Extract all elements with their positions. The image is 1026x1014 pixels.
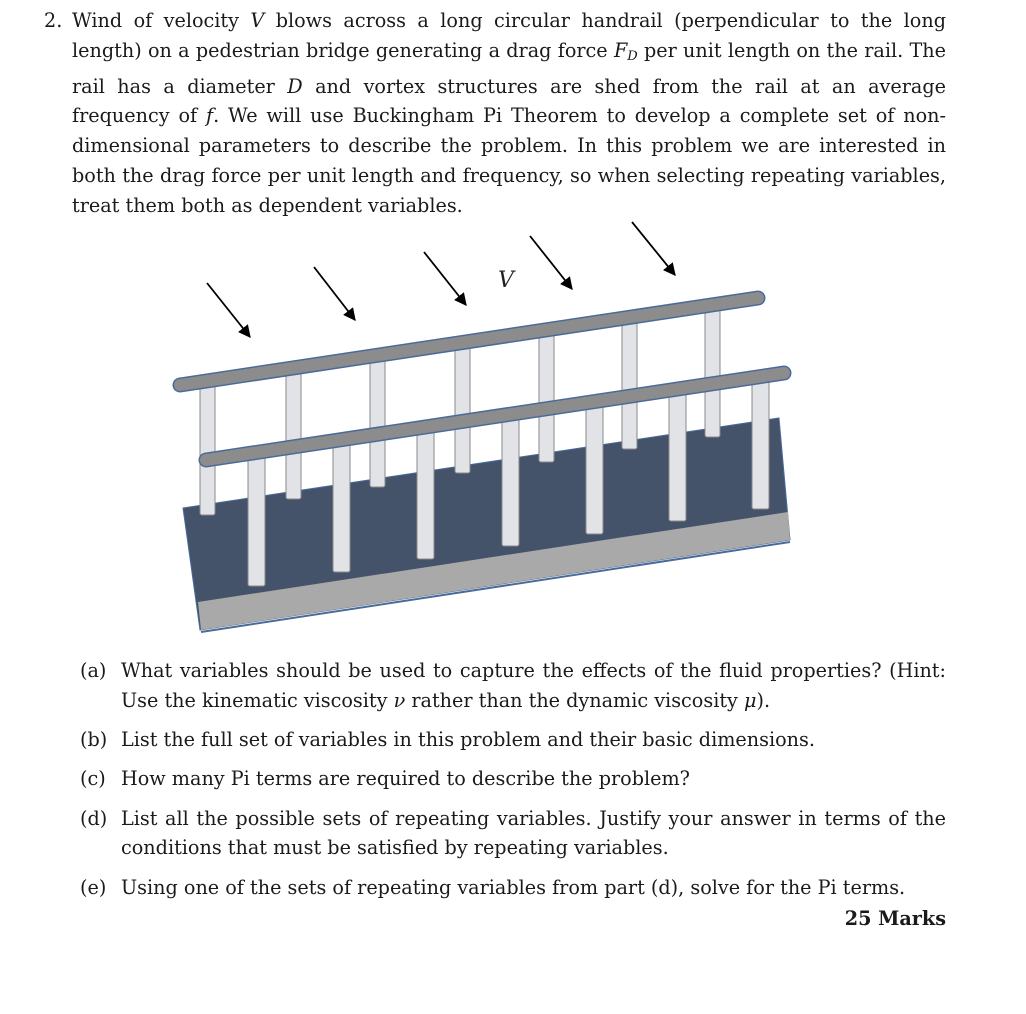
- question-part-e: [80, 873, 946, 903]
- part-label: (b): [80, 728, 108, 752]
- back-post: [455, 343, 470, 473]
- back-post: [286, 368, 301, 499]
- question-parts: [80, 656, 946, 912]
- front-post: [586, 403, 603, 534]
- wind-arrow: [207, 283, 250, 337]
- problem-statement: [44, 6, 946, 221]
- part-label: (c): [80, 767, 106, 791]
- problem-text-seg: . We will use Buckingham Pi Theorem to develop a complete set of non-dimensional parameters to describe the problem. In this problem we are interested in both the drag force per unit length and frequency, so when selecting repeating variables, treat them both as dependent variables.: [72, 104, 946, 217]
- problem-text-seg: per unit length on the rail. The rail has a diameter: [72, 38, 947, 98]
- front-post: [752, 378, 769, 509]
- part-text: List the full set of variables in this problem and their basic dimensions.: [121, 728, 815, 752]
- wind-arrow: [632, 222, 675, 275]
- back-post: [539, 330, 554, 462]
- part-text: List all the possible sets of repeating variables. Justify your answer in terms of the conditions that must be satisfied by repeating variables.: [121, 806, 946, 860]
- part-text: What variables should be used to capture the effects of the fluid properties? (Hint: Use the kinematic viscosity: [121, 659, 946, 712]
- front-post: [417, 428, 434, 559]
- back-post: [705, 305, 720, 437]
- back-post: [370, 356, 385, 487]
- part-text: ).: [756, 688, 771, 712]
- problem-text-seg: blows across a long circular handrail (perpendicular to the long length) on a pedestrian bridge generating a drag force: [72, 9, 946, 62]
- part-text: How many Pi terms are required to describe the problem?: [121, 767, 690, 791]
- problem-text-seg: Wind of velocity: [72, 9, 251, 32]
- question-part-a: [80, 656, 946, 716]
- handrail-figure: [0, 210, 1026, 650]
- symbol-nu: ν: [393, 688, 406, 712]
- part-label: (d): [80, 806, 108, 830]
- var-frequency: f: [205, 104, 214, 128]
- problem-text-seg: and vortex structures are shed from the rail at an average frequency of: [72, 74, 946, 128]
- part-label: (a): [80, 659, 107, 682]
- question-part-d: [80, 804, 946, 864]
- wind-arrow: [314, 267, 355, 320]
- wind-arrow: [530, 236, 572, 289]
- part-text: Using one of the sets of repeating variables from part (d), solve for the Pi terms.: [121, 875, 906, 899]
- front-post: [248, 452, 265, 586]
- velocity-label: V: [498, 268, 514, 293]
- front-post: [669, 390, 686, 521]
- problem-text: [72, 6, 946, 221]
- var-velocity: V: [250, 9, 265, 32]
- back-post: [200, 380, 215, 515]
- part-label: (e): [80, 875, 107, 899]
- wind-arrow: [424, 252, 466, 305]
- question-part-c: [80, 764, 946, 794]
- question-part-b: [80, 725, 946, 755]
- front-post: [333, 440, 350, 572]
- problem-number: 2.: [44, 9, 63, 32]
- front-post: [502, 415, 519, 546]
- part-text: rather than the dynamic viscosity: [405, 688, 744, 712]
- var-diameter: D: [287, 74, 303, 98]
- symbol-mu: μ: [743, 688, 757, 712]
- var-drag-force: F: [613, 38, 628, 62]
- back-post: [622, 318, 637, 449]
- var-drag-force-subscript: D: [627, 48, 638, 64]
- marks-total: 25 Marks: [844, 907, 946, 930]
